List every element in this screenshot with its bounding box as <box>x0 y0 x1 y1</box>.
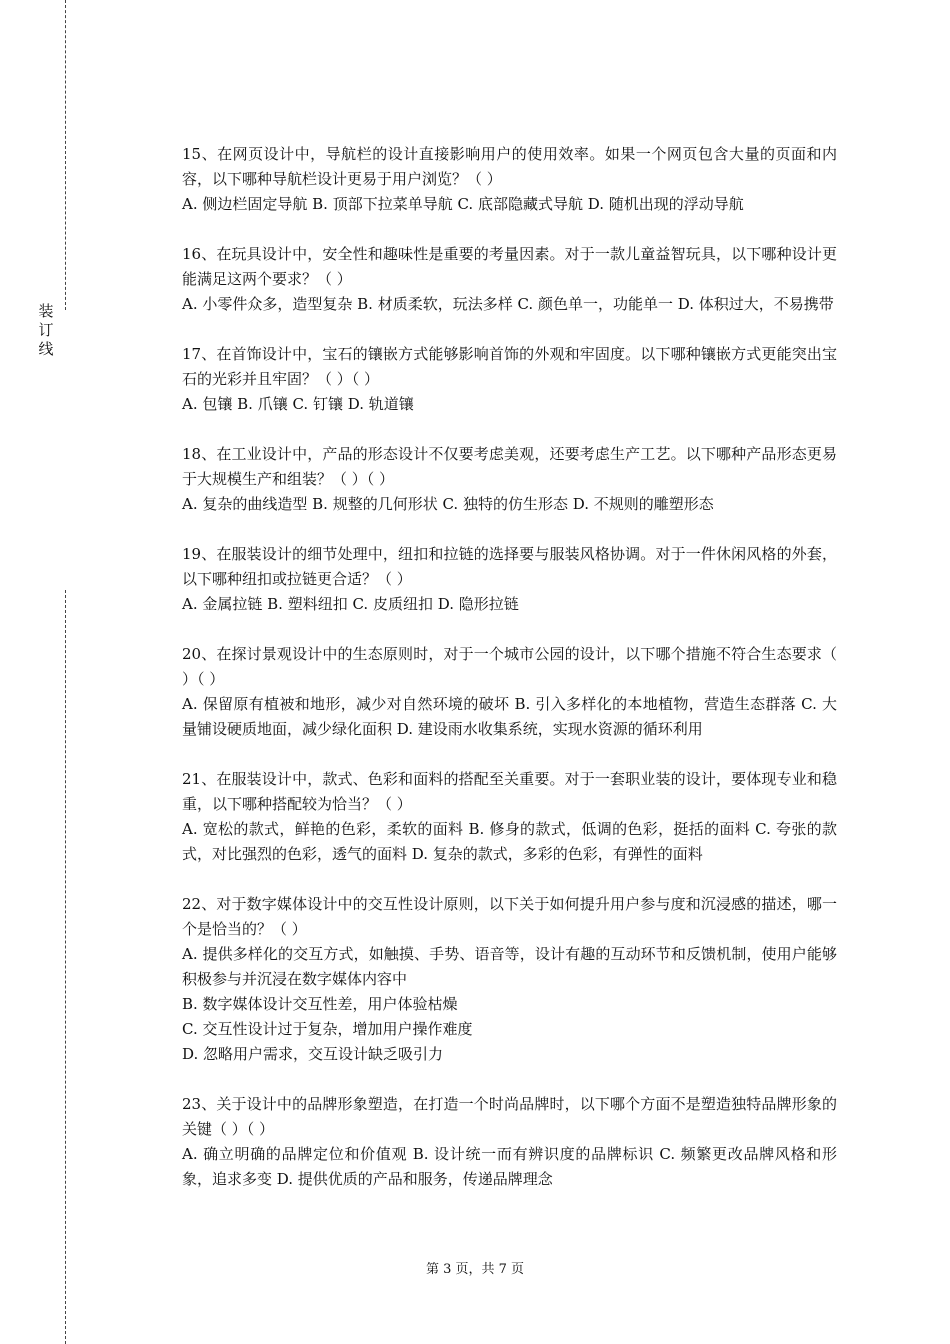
question-options: A. 复杂的曲线造型 B. 规整的几何形状 C. 独特的仿生形态 D. 不规则的雕塑形态 <box>182 495 714 513</box>
question-list <box>182 142 837 1217</box>
question-stem: 21、在服装设计中，款式、色彩和面料的搭配至关重要。对于一套职业装的设计，要体现专业和稳重，以下哪种搭配较为恰当？（ ） <box>182 770 837 813</box>
question-18 <box>182 442 837 517</box>
question-16 <box>182 242 837 317</box>
question-options: A. 侧边栏固定导航 B. 顶部下拉菜单导航 C. 底部隐藏式导航 D. 随机出现的浮动导航 <box>182 195 744 213</box>
question-option-a: A. 提供多样化的交互方式，如触摸、手势、语音等，设计有趣的互动环节和反馈机制，使用户能够积极参与并沉浸在数字媒体内容中 <box>182 945 837 988</box>
question-stem: 17、在首饰设计中，宝石的镶嵌方式能够影响首饰的外观和牢固度。以下哪种镶嵌方式更能突出宝石的光彩并且牢固？（ ）（ ） <box>182 345 837 388</box>
binding-char: 订 <box>38 321 54 339</box>
question-stem: 15、在网页设计中，导航栏的设计直接影响用户的使用效率。如果一个网页包含大量的页面和内容，以下哪种导航栏设计更易于用户浏览？（ ） <box>182 145 837 188</box>
question-options: A. 保留原有植被和地形，减少对自然环境的破坏 B. 引入多样化的本地植物，营造生态群落 C. 大量铺设硬质地面，减少绿化面积 D. 建设雨水收集系统，实现水资源的循环利用 <box>182 695 837 738</box>
question-22 <box>182 892 837 1067</box>
question-17 <box>182 342 837 417</box>
binding-label <box>36 302 56 359</box>
question-15 <box>182 142 837 217</box>
question-stem: 16、在玩具设计中，安全性和趣味性是重要的考量因素。对于一款儿童益智玩具，以下哪种设计更能满足这两个要求？（ ） <box>182 245 837 288</box>
question-19 <box>182 542 837 617</box>
question-stem: 20、在探讨景观设计中的生态原则时，对于一个城市公园的设计，以下哪个措施不符合生态要求（ ）（ ） <box>182 645 837 688</box>
question-stem: 18、在工业设计中，产品的形态设计不仅要考虑美观，还要考虑生产工艺。以下哪种产品形态更易于大规模生产和组装？（ ）（ ） <box>182 445 837 488</box>
question-20 <box>182 642 837 742</box>
question-21 <box>182 767 837 867</box>
question-23 <box>182 1092 837 1192</box>
question-options: A. 宽松的款式，鲜艳的色彩，柔软的面料 B. 修身的款式，低调的色彩，挺括的面料 C. 夸张的款式，对比强烈的色彩，透气的面料 D. 复杂的款式，多彩的色彩，有弹性的面料 <box>182 820 837 863</box>
question-option-d: D. 忽略用户需求，交互设计缺乏吸引力 <box>182 1045 444 1063</box>
question-stem: 19、在服装设计的细节处理中，纽扣和拉链的选择要与服装风格协调。对于一件休闲风格的外套，以下哪种纽扣或拉链更合适？（ ） <box>182 545 837 588</box>
question-options: A. 包镶 B. 爪镶 C. 钉镶 D. 轨道镶 <box>182 395 414 413</box>
binding-char: 装 <box>38 302 54 320</box>
question-stem: 23、关于设计中的品牌形象塑造，在打造一个时尚品牌时，以下哪个方面不是塑造独特品牌形象的关键（ ）（ ） <box>182 1095 837 1138</box>
binding-line-bottom <box>65 590 66 1344</box>
question-option-b: B. 数字媒体设计交互性差，用户体验枯燥 <box>182 995 458 1013</box>
question-options: A. 小零件众多，造型复杂 B. 材质柔软，玩法多样 C. 颜色单一，功能单一 D. 体积过大，不易携带 <box>182 295 834 313</box>
question-stem: 22、对于数字媒体设计中的交互性设计原则，以下关于如何提升用户参与度和沉浸感的描述，哪一个是恰当的？（ ） <box>182 895 837 938</box>
page-footer: 第 3 页，共 7 页 <box>425 1262 525 1277</box>
binding-char: 线 <box>38 340 54 358</box>
question-options: A. 确立明确的品牌定位和价值观 B. 设计统一而有辨识度的品牌标识 C. 频繁更改品牌风格和形象，追求多变 D. 提供优质的产品和服务，传递品牌理念 <box>182 1145 837 1188</box>
question-option-c: C. 交互性设计过于复杂，增加用户操作难度 <box>182 1020 473 1038</box>
binding-line-top <box>65 0 66 310</box>
question-options: A. 金属拉链 B. 塑料纽扣 C. 皮质纽扣 D. 隐形拉链 <box>182 595 519 613</box>
